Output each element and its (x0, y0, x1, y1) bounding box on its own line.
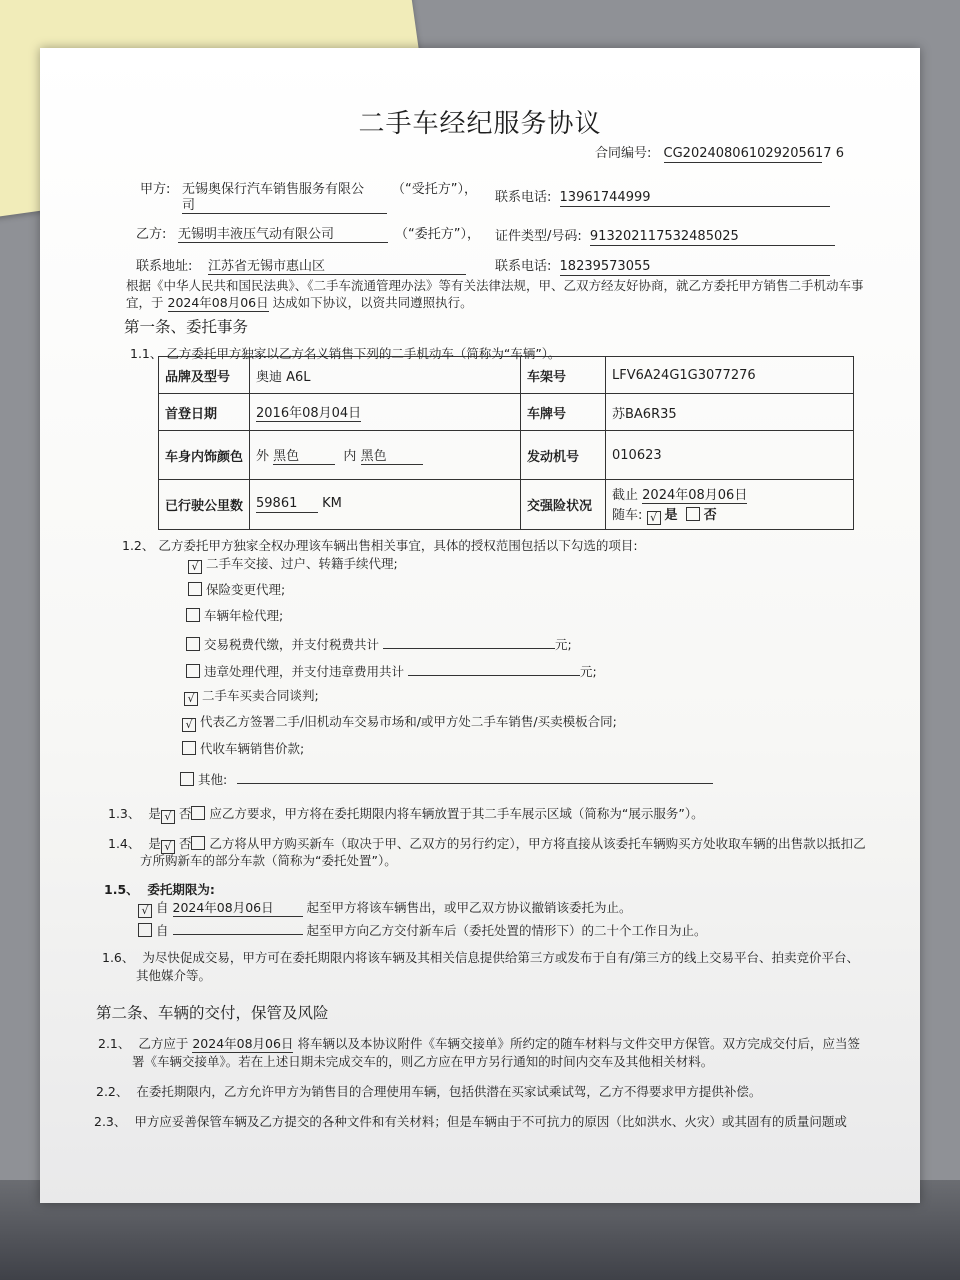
mileage-value: 59861 (256, 496, 318, 513)
interior-color: 黑色 (361, 445, 423, 465)
clause-2-1-line2: 署《车辆交接单》。若在上述日期未完成交车的，则乙方应在甲方另行通知的时间内交车及其他相关材料。 (132, 1054, 714, 1069)
yes-label: 是 (664, 508, 678, 523)
clause-number: 1.4、 (108, 836, 141, 851)
contract-number-value: CG202408061029205617 6 (663, 146, 844, 161)
clause-text: 在委托期限内，乙方允许甲方为销售目的合理使用车辆，包括供潜在买家试乘试驾，乙方不得要求甲方提供补偿。 (136, 1084, 762, 1099)
option-label: 违章处理代理，并支付违章费用共计 (204, 664, 405, 679)
mileage-cell (250, 480, 521, 530)
color-cell (250, 431, 521, 480)
reg-date-cell (250, 394, 521, 431)
option-item (186, 632, 572, 653)
clause-2-3 (94, 1112, 847, 1130)
insurance-expiry (612, 484, 847, 504)
clause-number: 1.5、 (104, 882, 139, 897)
option-checkbox[interactable] (186, 608, 200, 622)
preamble-date: 2024年08月06日 (167, 295, 269, 310)
with-car-label: 随车: (612, 508, 643, 523)
address-label: 联系地址: (136, 259, 193, 274)
article1-heading: 第一条、委托事务 (124, 318, 249, 336)
term-start-date: 2024年08月06日 (173, 898, 303, 917)
option-checkbox[interactable] (186, 664, 200, 678)
vin-value: LFV6A24G1G3077276 (606, 357, 854, 394)
clause-number: 2.1、 (98, 1036, 131, 1051)
option-label: 代收车辆销售价款; (200, 741, 305, 756)
mileage-label: 已行驶公里数 (159, 480, 250, 530)
contract-number-label: 合同编号: (595, 146, 652, 161)
option-label: 其他: (198, 772, 228, 787)
clause-number: 2.3、 (94, 1114, 127, 1129)
clause-2-2 (96, 1082, 761, 1100)
document-title: 二手车经纪服务协议 (358, 109, 602, 139)
option-item (180, 767, 713, 788)
party-b-phone (495, 255, 830, 276)
address-value: 江苏省无锡市惠山区 (208, 255, 466, 275)
exterior-color: 黑色 (273, 445, 335, 465)
plate-label: 车牌号 (521, 394, 606, 431)
option-label: 二手车买卖合同谈判; (202, 688, 319, 703)
table-row (159, 480, 854, 530)
delivery-date: 2024年08月06日 (192, 1036, 294, 1051)
reg-date-label: 首登日期 (159, 394, 250, 431)
no-checkbox[interactable] (686, 507, 700, 521)
term-option-2 (138, 918, 707, 939)
engine-label: 发动机号 (521, 431, 606, 480)
vin-label: 车架号 (521, 357, 606, 394)
insurance-label: 交强险状况 (521, 480, 606, 530)
vehicle-info-table (158, 356, 854, 530)
clause-text: 将车辆以及本协议附件《车辆交接单》所约定的随车材料与文件交甲方保管。双方完成交付后，应当签 (297, 1036, 860, 1051)
clause-text: 应乙方要求，甲方将在委托期限内将车辆放置于其二手车展示区域（简称为“展示服务”）。 (209, 806, 704, 821)
no-prefix: 否 (178, 806, 192, 821)
insurance-date: 2024年08月06日 (642, 484, 747, 504)
yes-prefix: 是 (148, 836, 161, 851)
clause-1-1: 1.1、 乙方委托甲方独家以乙方名义销售下列的二手机动车（简称为“车辆”）。 (130, 346, 561, 361)
engine-value: 010623 (606, 431, 854, 480)
table-row (159, 357, 854, 394)
party-b-id-value: 913202117532485025 (590, 229, 835, 246)
brand-value: 奥迪 A6L (250, 357, 521, 394)
no-checkbox[interactable] (191, 806, 205, 820)
table-row (159, 394, 854, 431)
option-item (186, 606, 283, 624)
option-item (182, 739, 304, 757)
option-checkbox[interactable]: √ (184, 692, 198, 706)
party-b-id-label: 证件类型/号码: (495, 229, 582, 244)
clause-1-3 (108, 804, 704, 824)
interior-prefix: 内 (343, 449, 357, 464)
term-checkbox[interactable] (138, 923, 152, 937)
reg-date-value: 2016年08月04日 (256, 402, 361, 422)
insurance-prefix: 截止 (612, 488, 639, 503)
clause-number: 2.2、 (96, 1084, 129, 1099)
option-item (182, 712, 617, 732)
mileage-unit: KM (322, 496, 342, 511)
party-a-phone (495, 186, 830, 207)
clause-1-4-line2: 方所购新车的部分车款（简称为“委托处置”）。 (140, 853, 397, 868)
clause-1-6 (102, 948, 859, 966)
option-checkbox[interactable]: √ (188, 560, 202, 574)
preamble-text-a: 宜，于 (126, 295, 164, 310)
party-b-id (495, 225, 835, 246)
party-b-phone-value: 18239573055 (560, 259, 830, 276)
clause-number: 1.6、 (102, 950, 135, 965)
term-prefix: 自 (156, 923, 169, 938)
option-checkbox[interactable] (182, 741, 196, 755)
clause-1-6-line2: 其他媒介等。 (136, 968, 212, 983)
no-checkbox[interactable] (191, 836, 205, 850)
contract-document (40, 48, 920, 1203)
clause-prefix: 乙方应于 (138, 1036, 189, 1051)
party-a-role: （“受托方”）， (392, 182, 477, 197)
term-text: 起至甲方向乙方交付新车后（委托处置的情形下）的二十个工作日为止。 (306, 923, 707, 938)
no-label: 否 (703, 508, 717, 523)
party-a-phone-label: 联系电话: (495, 190, 552, 205)
party-a-name-line1: 无锡奥保行汽车销售服务有限公 (182, 182, 365, 197)
brand-label: 品牌及型号 (159, 357, 250, 394)
table-row (159, 431, 854, 480)
term-prefix: 自 (156, 900, 169, 915)
party-a-label: 甲方: (140, 182, 171, 197)
article2-heading: 第二条、车辆的交付，保管及风险 (96, 1004, 329, 1022)
term-text: 起至甲方将该车辆售出，或甲乙双方协议撤销该委托为止。 (306, 900, 632, 915)
exterior-prefix: 外 (256, 449, 270, 464)
party-b-phone-label: 联系电话: (495, 259, 552, 274)
preamble-line2 (126, 293, 473, 312)
term-option-1 (138, 898, 632, 918)
no-prefix: 否 (178, 836, 192, 851)
clause-number: 1.3、 (108, 806, 141, 821)
option-label: 二手车交接、过户、转籍手续代理; (206, 556, 398, 571)
term-start-blank (173, 918, 303, 935)
clause-text: 为尽快促成交易，甲方可在委托期限内将该车辆及其相关信息提供给第三方或发布于自有/第三方的线上交易平台、拍卖竞价平台、 (142, 950, 860, 965)
tax-amount-blank (383, 632, 555, 649)
fine-amount-blank (408, 659, 580, 676)
party-a-phone-value: 13961744999 (560, 190, 830, 207)
clause-1-2: 1.2、 乙方委托甲方独家全权办理该车辆出售相关事宜，具体的授权范围包括以下勾选的项目: (122, 538, 638, 553)
option-label: 车辆年检代理; (204, 608, 284, 623)
option-item (188, 554, 398, 574)
term-label: 委托期限为: (147, 882, 215, 897)
option-item (188, 580, 285, 598)
clause-text: 甲方应妥善保管车辆及乙方提交的各种文件和有关材料；但是车辆由于不可抗力的原因（比如洪水、火灾）或其固有的质量问题或 (134, 1114, 847, 1129)
option-label: 代表乙方签署二手/旧机动车交易市场和/或甲方处二手车销售/买卖模板合同; (200, 714, 617, 729)
preamble-line1: 根据《中华人民共和国民法典》、《二手车流通管理办法》等有关法律法规，甲、乙双方经友好协商，就乙方委托甲方销售二手机动车事 (126, 278, 864, 293)
option-label: 交易税费代缴，并支付税费共计 (204, 637, 380, 652)
contract-number (595, 142, 844, 163)
option-suffix: 元; (555, 637, 572, 652)
clause-text: 乙方将从甲方购买新车（取决于甲、乙双方的另行约定），甲方将直接从该委托车辆购买方处收取车辆的出售款以抵扣乙 (209, 836, 866, 851)
yes-checkbox[interactable]: √ (161, 810, 175, 824)
color-label: 车身内饰颜色 (159, 431, 250, 480)
yes-prefix: 是 (148, 806, 161, 821)
party-b-name: 无锡明丰液压气动有限公司 (178, 223, 388, 243)
other-blank (237, 767, 713, 784)
yes-checkbox[interactable]: √ (647, 511, 661, 525)
party-b-label: 乙方: (136, 227, 167, 242)
option-item (186, 659, 597, 680)
plate-value: 苏BA6R35 (606, 394, 854, 431)
clause-1-5 (104, 880, 215, 898)
insurance-with-car (612, 504, 847, 525)
option-label: 保险变更代理; (206, 582, 286, 597)
option-checkbox[interactable] (180, 772, 194, 786)
option-suffix: 元; (580, 664, 597, 679)
option-checkbox[interactable]: √ (182, 718, 196, 732)
option-checkbox[interactable] (188, 582, 202, 596)
preamble-text-b: 达成如下协议，以资共同遵照执行。 (272, 295, 473, 310)
option-item (184, 686, 319, 706)
party-b-role: （“委托方”）， (395, 227, 480, 242)
clause-2-1 (98, 1034, 860, 1053)
yes-checkbox[interactable]: √ (161, 840, 175, 854)
insurance-cell (606, 480, 854, 530)
party-a-name-line2: 司 (182, 194, 387, 214)
term-checkbox[interactable]: √ (138, 904, 152, 918)
option-checkbox[interactable] (186, 637, 200, 651)
